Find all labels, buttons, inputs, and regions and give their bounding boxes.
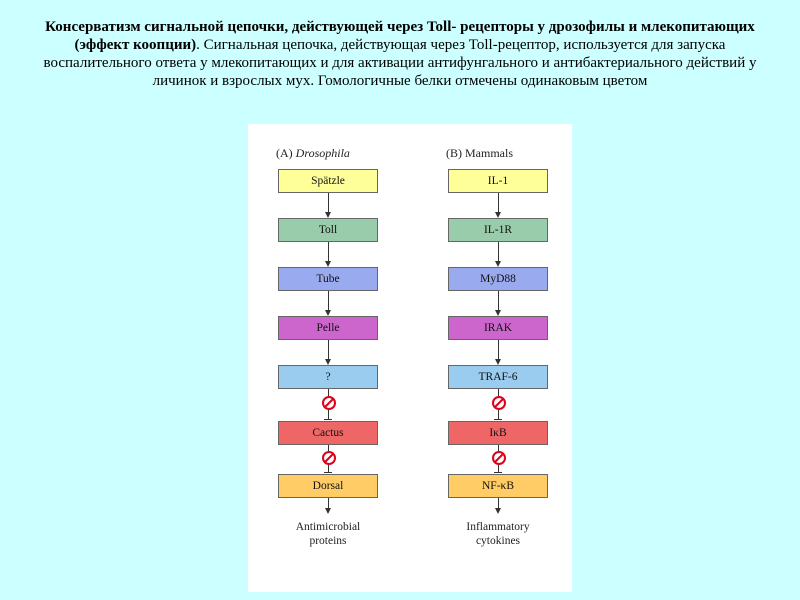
pathway-box-toll: Toll <box>278 218 378 242</box>
connector-line <box>328 291 329 311</box>
pathway-box-il-1: IL-1 <box>448 169 548 193</box>
pathway-box-iκb: IκB <box>448 421 548 445</box>
inhibition-icon <box>492 396 506 410</box>
column-prefix: (B) <box>446 146 462 160</box>
output-line: Antimicrobial <box>295 521 361 533</box>
connector-line <box>328 193 329 213</box>
pathway-box-nf-κb: NF-κB <box>448 474 548 498</box>
pathway-box-irak: IRAK <box>448 316 548 340</box>
pathway-box-tube: Tube <box>278 267 378 291</box>
inhibition-icon <box>322 396 336 410</box>
connector-line <box>498 193 499 213</box>
connector-line <box>498 291 499 311</box>
pathway-box-myd88: MyD88 <box>448 267 548 291</box>
pathway-figure <box>248 124 572 592</box>
inhibition-icon <box>492 451 506 465</box>
caption <box>30 18 770 90</box>
output-line: Inflammatory <box>466 521 530 533</box>
pathway-box-traf-6: TRAF-6 <box>448 365 548 389</box>
pathway-box-: ? <box>278 365 378 389</box>
column-prefix: (A) <box>276 146 293 160</box>
caption-text: . Сигнальная цепочка, действующая через Toll-рецептор, используется для запуска воспалительного ответа у млекопитающих и для активации антифунгального и антибактериального действий у личинок и взрослых мух. Гомологичные белки отмечены одинаковым цветом <box>43 37 757 89</box>
pathway-box-cactus: Cactus <box>278 421 378 445</box>
inhibition-bar <box>494 472 502 473</box>
column-name: Drosophila <box>295 146 350 160</box>
pathway-box-sp-tzle: Spätzle <box>278 169 378 193</box>
connector-line <box>328 340 329 360</box>
pathway-box-il-1r: IL-1R <box>448 218 548 242</box>
pathway-output <box>268 520 388 548</box>
arrow-head-icon <box>495 508 501 514</box>
output-line: proteins <box>309 535 347 547</box>
connector-line <box>498 242 499 262</box>
pathway-output <box>438 520 558 548</box>
column-title-mammals <box>446 146 513 161</box>
inhibition-icon <box>322 451 336 465</box>
inhibition-bar <box>494 419 502 420</box>
pathway-box-pelle: Pelle <box>278 316 378 340</box>
inhibition-bar <box>324 419 332 420</box>
output-line: cytokines <box>475 535 521 547</box>
connector-line <box>498 340 499 360</box>
column-title-drosophila <box>276 146 350 161</box>
connector-line <box>328 242 329 262</box>
column-name: Mammals <box>465 146 513 160</box>
caption-bold: Консерватизм сигнальной цепочки, действующей через Toll- рецепторы у дрозофилы и млекопитающих (эффект коопции) <box>45 19 755 53</box>
inhibition-bar <box>324 472 332 473</box>
arrow-head-icon <box>325 508 331 514</box>
pathway-box-dorsal: Dorsal <box>278 474 378 498</box>
